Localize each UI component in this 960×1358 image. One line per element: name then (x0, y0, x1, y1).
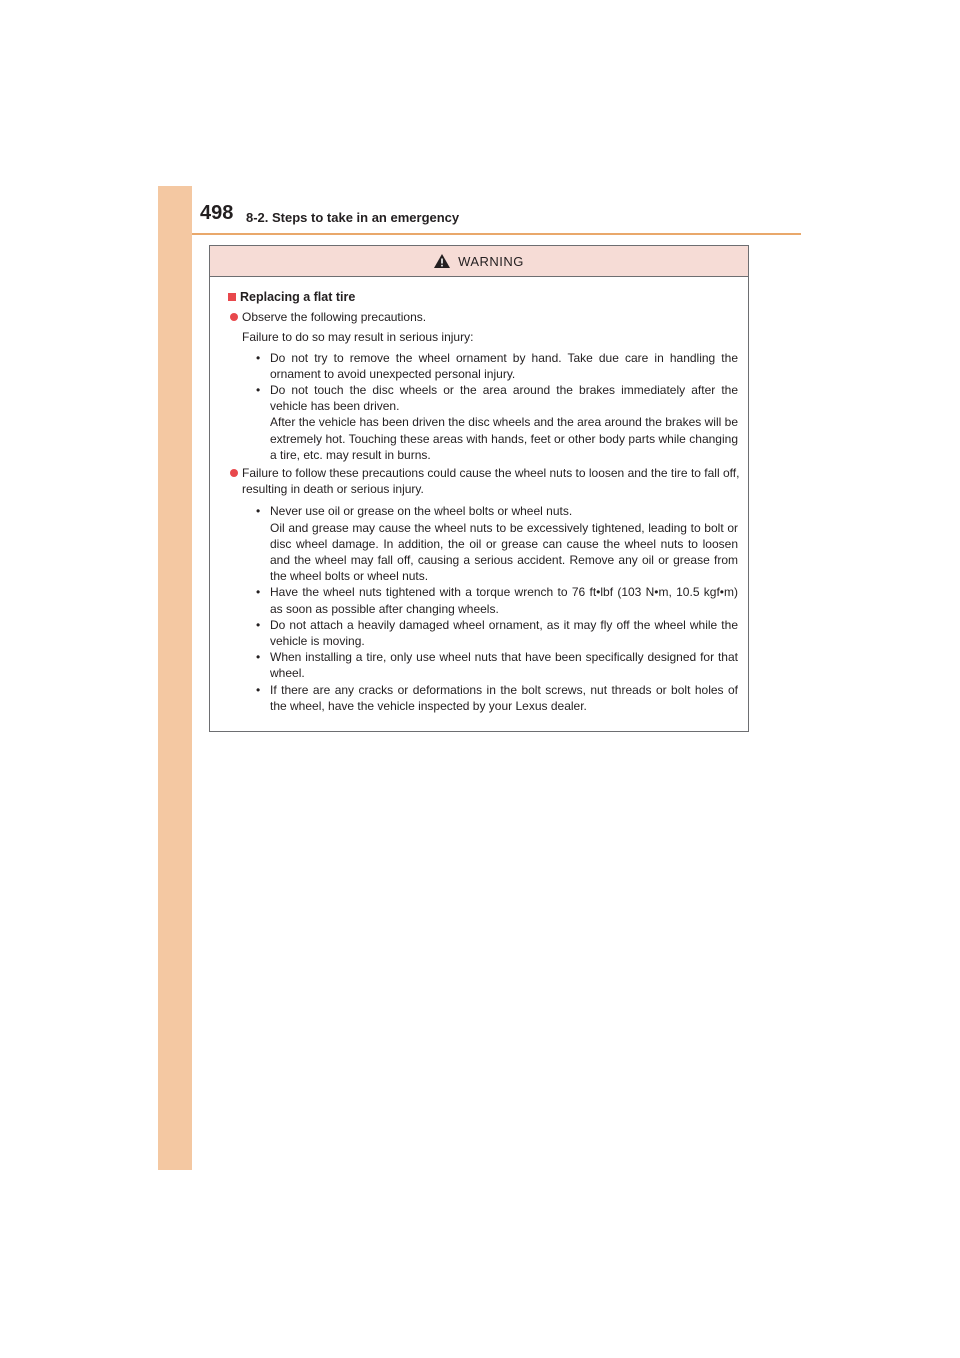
subheading-text: Replacing a flat tire (240, 290, 356, 304)
list-item: • If there are any cracks or deformations in the bolt screws, nut threads or bolt holes of the wheel, have the vehicle inspected by your Lexus dealer. (242, 682, 738, 714)
list-item: • Do not touch the disc wheels or the area around the brakes immediately after the vehicle has been driven. After the vehicle has been driven the disc wheels and the area around the brakes will be extremely hot. Touching these areas with hands, feet or other body parts while changing a tire, etc. may result in burns. (242, 382, 738, 463)
subheading (228, 289, 742, 305)
red-dot-bullet-icon (230, 469, 238, 477)
list-item: • Do not attach a heavily damaged wheel ornament, as it may fly off the wheel while the vehicle is moving. (242, 617, 738, 649)
item2-bullets (242, 503, 742, 714)
list-item: • Do not try to remove the wheel ornament by hand. Take due care in handling the ornament to avoid unexpected personal injury. (242, 350, 738, 382)
page-number: 498 (200, 202, 234, 224)
header-rule (192, 233, 801, 235)
list-item: • Never use oil or grease on the wheel bolts or wheel nuts. Oil and grease may cause the wheel nuts to be excessively tightened, leading to bolt or disc wheel damage. In addition, the oil or grease can cause the wheel nuts to loosen and the wheel may fall off, causing a serious accident. Remove any oil or grease from the wheel bolts or wheel nuts. (242, 503, 738, 584)
red-dot-bullet-icon (230, 313, 238, 321)
square-bullet-icon (228, 293, 236, 301)
warning-title: WARNING (458, 253, 524, 269)
section-title: 8-2. Steps to take in an emergency (246, 210, 460, 225)
item2-lead: Failure to follow these precautions could cause the wheel nuts to loosen and the tire to fall off, resulting in death or serious injury. (242, 466, 740, 497)
precaution-item-2 (228, 465, 742, 714)
precaution-item-1 (228, 309, 742, 463)
list-item: • When installing a tire, only use wheel nuts that have been specifically designed for that wheel. (242, 649, 738, 681)
warning-triangle-icon (434, 254, 450, 268)
item1-intro: Failure to do so may result in serious injury: (242, 330, 474, 345)
list-item: • Have the wheel nuts tightened with a torque wrench to 76 ft•lbf (103 N•m, 10.5 kgf•m) as soon as possible after changing wheels. (242, 584, 738, 616)
side-thumb-tab (158, 186, 192, 1170)
warning-body (210, 277, 748, 714)
item1-lead: Observe the following precautions. (242, 310, 427, 325)
warning-box (209, 245, 749, 732)
warning-header (210, 246, 748, 277)
page-header (200, 200, 800, 236)
item1-bullets (242, 350, 742, 463)
